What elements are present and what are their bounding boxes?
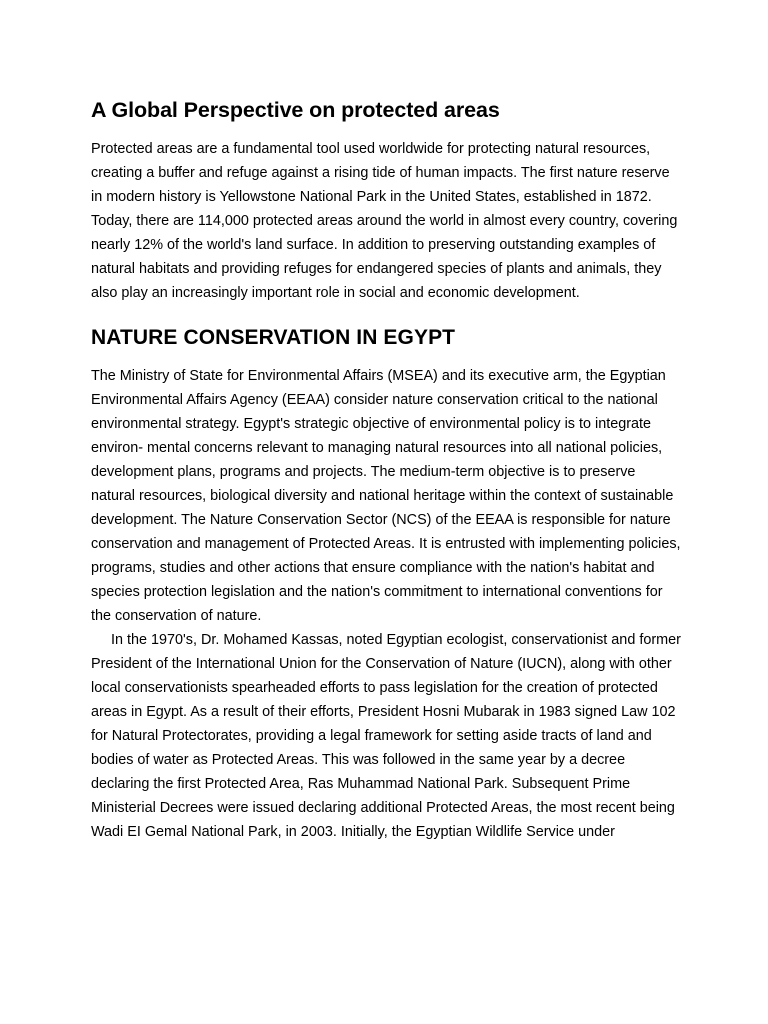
spacer (91, 305, 683, 324)
document-content (91, 96, 683, 844)
paragraph-msea-eeaa: The Ministry of State for Environmental Affairs (MSEA) and its executive arm, the Egyptian Environmental Affairs Agency (EEAA) consider nature conservation critical to the national environmental strategy. Egypt's strategic objective of environmental policy is to integrate environ- mental concerns relevant to managing natural resources into all national policies, development plans, programs and projects. The medium-term objective is to preserve natural resources, biological diversity and national heritage within the context of sustainable development. The Nature Conservation Sector (NCS) of the EEAA is responsible for nature conservation and management of Protected Areas. It is entrusted with implementing policies, programs, studies and other actions that ensure compliance with the nation's habitat and species protection legislation and the nation's commitment to international conventions for the conservation of nature. (91, 368, 681, 624)
heading-nature-conservation-egypt: NATURE CONSERVATION IN EGYPT (91, 326, 456, 349)
spacer (91, 124, 683, 137)
paragraph-kassas-history: In the 1970's, Dr. Mohamed Kassas, noted Egyptian ecologist, conservationist and former President of the International Union for the Conservation of Nature (IUCN), along with other local conservationists spearheaded efforts to pass legislation for the creation of protected areas in Egypt. As a result of their efforts, President Hosni Mubarak in 1983 signed Law 102 for Natural Protectorates, providing a legal framework for setting aside tracts of land and bodies of water as Protected Areas. This was followed in the same year by a decree declaring the first Protected Area, Ras Muhammad National Park. Subsequent Prime Ministerial Decrees were issued declaring additional Protected Areas, the most recent being Wadi EI Gemal National Park, in 2003. Initially, the Egyptian Wildlife Service under (91, 632, 681, 840)
heading-global-perspective: A Global Perspective on protected areas (91, 98, 500, 122)
spacer (91, 352, 683, 364)
paragraph-protected-areas-intro: Protected areas are a fundamental tool used worldwide for protecting natural resources, creating a buffer and refuge against a rising tide of human impacts. The first nature reserve in modern history is Yellowstone National Park in the United States, established in 1872. Today, there are 114,000 protected areas around the world in almost every country, covering nearly 12% of the world's land surface. In addition to preserving outstanding examples of natural habitats and providing refuges for endangered species of plants and animals, they also play an increasingly important role in social and economic development. (91, 141, 678, 301)
